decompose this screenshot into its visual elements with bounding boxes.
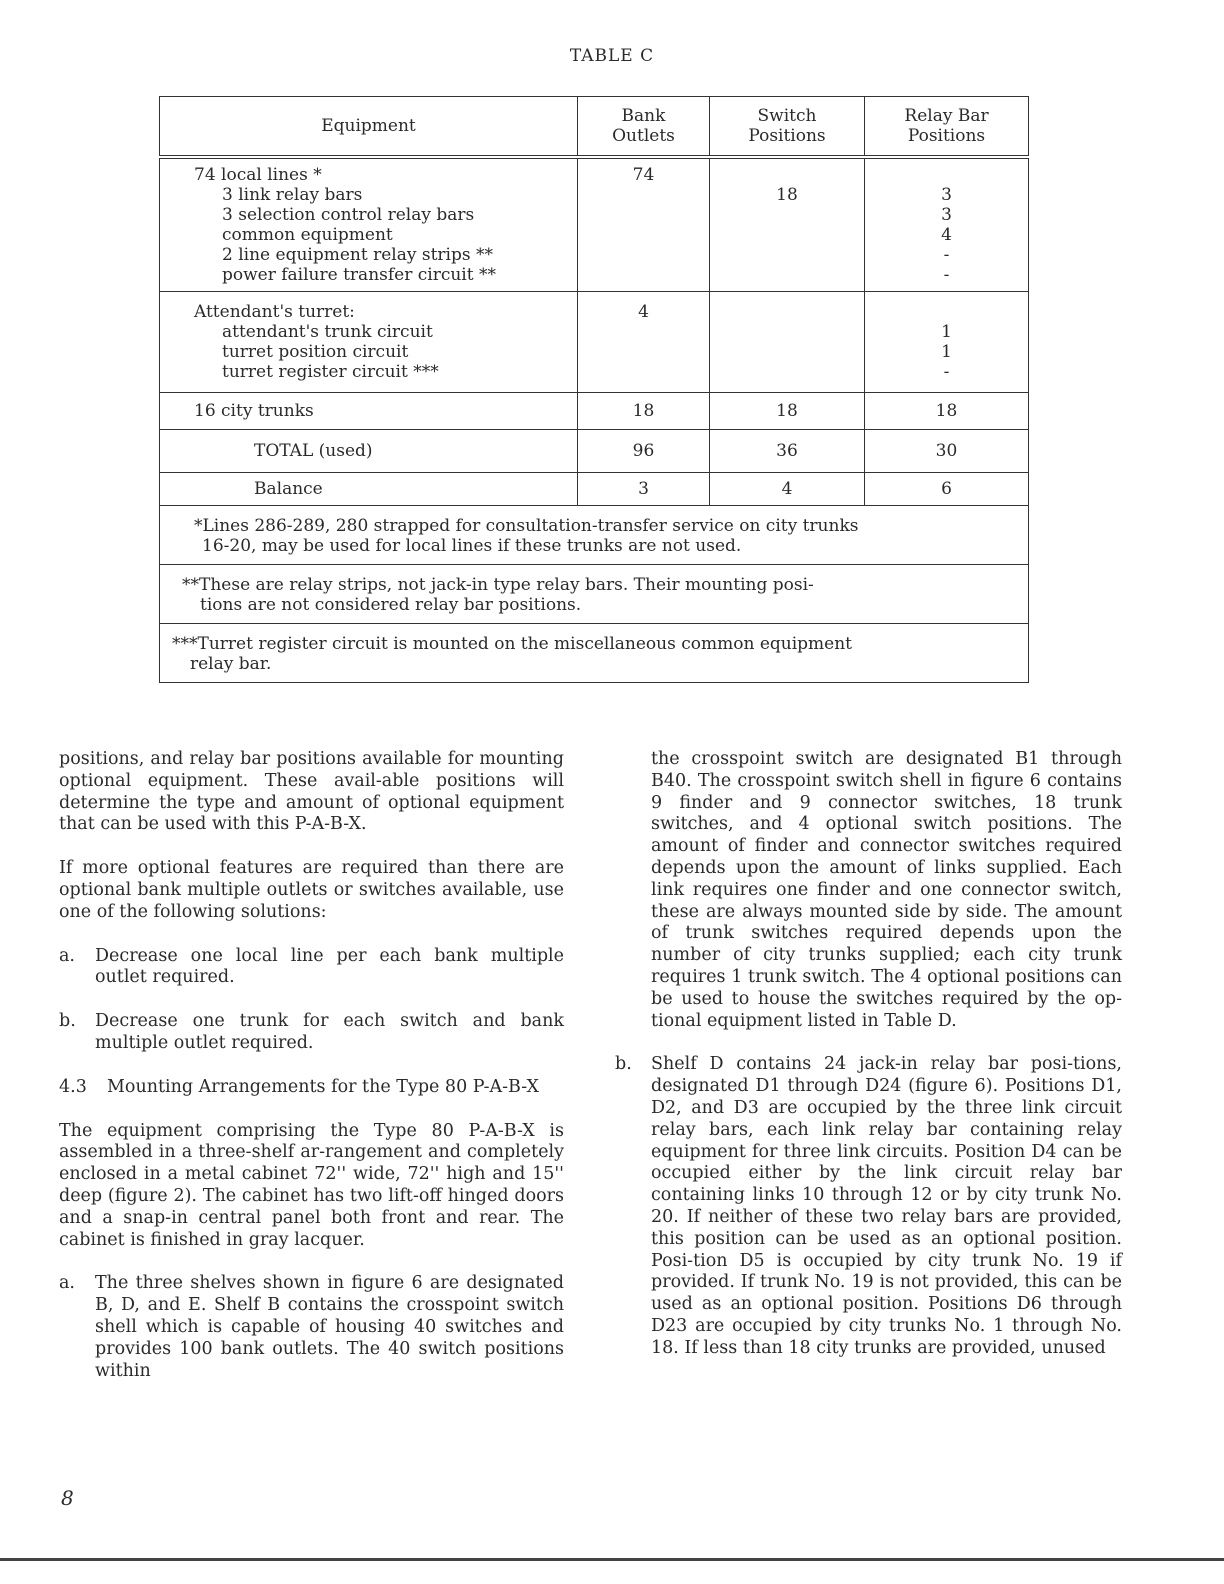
- header-relay-bar-positions: [865, 97, 1029, 158]
- bank-outlets-cell: [578, 157, 710, 292]
- relay-bar-positions-cell: [865, 157, 1029, 292]
- balance-switch: 4: [710, 473, 865, 506]
- total-switch: 36: [710, 430, 865, 473]
- balance-relay: 6: [865, 473, 1029, 506]
- list-marker: a.: [59, 1273, 75, 1294]
- note-text: tions are not considered relay bar positions.: [200, 595, 582, 615]
- table-note: [160, 565, 1029, 624]
- note-text: relay bar.: [190, 654, 272, 674]
- header-switch-positions-text: Switch Positions: [748, 106, 826, 146]
- equipment-line: common equipment: [222, 225, 393, 245]
- list-marker: b.: [615, 1054, 632, 1075]
- value: -: [943, 362, 950, 382]
- value: 3: [941, 185, 952, 205]
- paragraph: the crosspoint switch are designated B1 through B40. The crosspoint switch shell in figure 6 contains 9 finder and 9 connector switches, 18 trunk switches, and 4 optional switch positions. The amount of finder and connector switches required depends upon the amount of links supplied. Each link requires one finder and one connector switch, these are always mounted side by side. The amount of trunk switches required depends upon the number of city trunks supplied; each city trunk requires 1 trunk switch. The 4 optional positions can be used to house the switches required by the op-tional equipment listed in Table D.: [651, 749, 1122, 1031]
- header-bank-outlets: [578, 97, 710, 158]
- section-title: Mounting Arrangements for the Type 80 P-A-B-X: [107, 1076, 539, 1097]
- paragraph: positions, and relay bar positions available for mounting optional equipment. These avail-able positions will determine the type and amount of optional equipment that can be used with this P-A-B-X.: [59, 749, 564, 835]
- table-row-balance: [160, 473, 1029, 506]
- list-item: [615, 1054, 1122, 1359]
- bank-outlets-cell: [578, 292, 710, 393]
- value: [865, 165, 1028, 185]
- section-number: 4.3: [59, 1076, 87, 1097]
- city-trunks-relay: 18: [865, 393, 1029, 430]
- equipment-line: turret register circuit ***: [222, 362, 439, 382]
- value: 3: [941, 205, 952, 225]
- value: 74: [632, 165, 655, 185]
- value: 18: [776, 185, 798, 205]
- table-row-total: [160, 430, 1029, 473]
- attendant-turret-cell: [160, 292, 578, 393]
- value: [865, 302, 1028, 322]
- list-item: [59, 946, 564, 990]
- note-text: ***Turret register circuit is mounted on the miscellaneous common equipment: [172, 634, 852, 654]
- list-item: [59, 1273, 564, 1382]
- value: 4: [638, 302, 649, 322]
- list-item-text: Shelf D contains 24 jack-in relay bar posi-tions, designated D1 through D24 (figure 6). Positions D1, D2, and D3 are occupied by the three link circuit relay bars, each link relay bar containing relay equipment for three link circuits. Position D4 can be occupied either by the link circuit relay bar containing links 10 through 12 or by city trunk No. 20. If neither of these two relay bars are provided, this position can be used as an optional position. Posi-tion D5 is occupied by city trunk No. 19 if provided. If trunk No. 19 is not provided, this can be used as an optional position. Positions D6 through D23 are occupied by city trunks No. 1 through No. 18. If less than 18 city trunks are provided, unused: [651, 1054, 1122, 1358]
- value: 1: [941, 322, 952, 342]
- value: -: [943, 245, 950, 265]
- table-note-row: [160, 565, 1029, 624]
- equipment-line: 3 selection control relay bars: [222, 205, 475, 225]
- value: 4: [941, 225, 952, 245]
- list-item-text: The three shelves shown in figure 6 are designated B, D, and E. Shelf B contains the crosspoint switch shell which is capable of housing 40 switches and provides 100 bank outlets. The 40 switch positions within: [95, 1273, 564, 1381]
- list-item-text: Decrease one trunk for each switch and bank multiple outlet required.: [95, 1011, 564, 1053]
- local-equipment-cell: [160, 157, 578, 292]
- switch-positions-cell: [710, 292, 865, 393]
- paragraph: The equipment comprising the Type 80 P-A-B-X is assembled in a three-shelf ar-rangement and completely enclosed in a metal cabinet 72'' wide, 72'' high and 15'' deep (figure 2). The cabinet has two lift-off hinged doors and a snap-in central panel both front and rear. The cabinet is finished in gray lacquer.: [59, 1120, 564, 1250]
- value: 1: [941, 342, 952, 362]
- equipment-line: 3 link relay bars: [222, 185, 363, 205]
- city-trunks-switch: 18: [710, 393, 865, 430]
- list-marker: a.: [59, 945, 75, 966]
- table-row-city-trunks: [160, 393, 1029, 430]
- total-relay: 30: [865, 430, 1029, 473]
- list-item: [59, 1011, 564, 1055]
- table-note: [160, 506, 1029, 565]
- table-header-row: [160, 97, 1029, 158]
- value: -: [943, 265, 950, 285]
- header-equipment: Equipment: [160, 97, 578, 158]
- bottom-rule: [0, 1558, 1224, 1561]
- list-marker: b.: [59, 1011, 76, 1032]
- header-relay-bar-positions-text: Relay Bar Positions: [904, 106, 989, 146]
- table-note-row: [160, 624, 1029, 683]
- table-note-row: [160, 506, 1029, 565]
- city-trunks-bank: 18: [578, 393, 710, 430]
- note-text: *Lines 286-289, 280 strapped for consultation-transfer service on city trunks: [194, 516, 859, 536]
- left-column: [59, 749, 564, 1404]
- equipment-line: power failure transfer circuit **: [222, 265, 496, 285]
- note-text: **These are relay strips, not jack-in type relay bars. Their mounting posi-: [182, 575, 814, 595]
- section-heading: [59, 1077, 564, 1099]
- header-bank-outlets-text: Bank Outlets: [612, 106, 675, 146]
- relay-bar-positions-cell: [865, 292, 1029, 393]
- table-row-attendant-turret: [160, 292, 1029, 393]
- right-column: [615, 749, 1122, 1382]
- equipment-line: 74 local lines *: [194, 165, 322, 185]
- equipment-line: 2 line equipment relay strips **: [222, 245, 493, 265]
- page-number: 8: [61, 1486, 74, 1510]
- equipment-line: turret position circuit: [222, 342, 409, 362]
- note-text: 16-20, may be used for local lines if these trunks are not used.: [202, 536, 742, 556]
- balance-label: Balance: [160, 473, 578, 506]
- paragraph: If more optional features are required than there are optional bank multiple outlets or switches available, use one of the following solutions:: [59, 858, 564, 922]
- city-trunks-label: 16 city trunks: [160, 393, 578, 430]
- total-label: TOTAL (used): [160, 430, 578, 473]
- balance-bank: 3: [578, 473, 710, 506]
- table-row-local-equipment: [160, 157, 1029, 292]
- value: [710, 165, 864, 185]
- table-caption: TABLE C: [569, 46, 655, 66]
- table-note: [160, 624, 1029, 683]
- total-bank: 96: [578, 430, 710, 473]
- header-switch-positions: [710, 97, 865, 158]
- switch-positions-cell: [710, 157, 865, 292]
- equipment-line: attendant's trunk circuit: [222, 322, 433, 342]
- equipment-table: [159, 96, 1029, 683]
- list-item-text: Decrease one local line per each bank multiple outlet required.: [95, 945, 564, 988]
- equipment-line: Attendant's turret:: [194, 302, 355, 322]
